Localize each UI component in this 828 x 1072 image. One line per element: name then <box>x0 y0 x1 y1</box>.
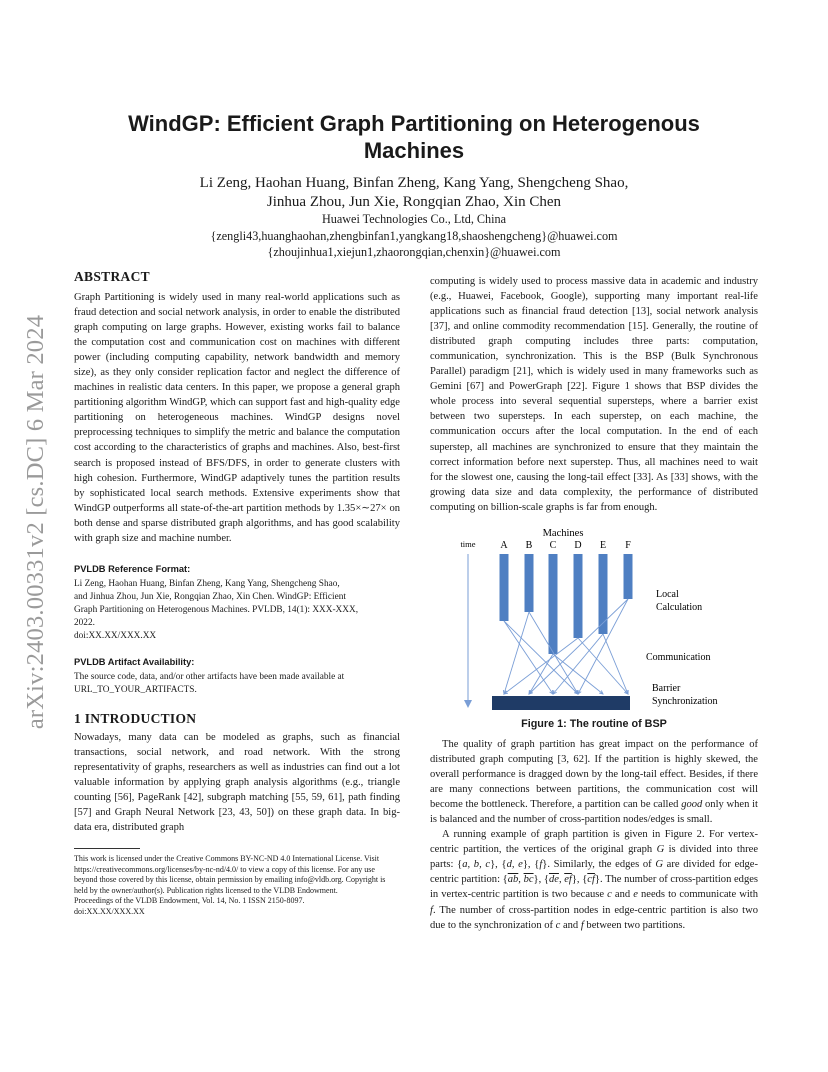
paper-title: WindGP: Efficient Graph Partitioning on Heterogenous Machines <box>128 111 700 163</box>
pvldb-format-line: Li Zeng, Haohan Huang, Binfan Zheng, Kang Yang, Shengcheng Shao, <box>74 578 340 589</box>
machine-bar-c <box>549 554 558 654</box>
machine-label-e: E <box>599 540 607 551</box>
local-calculation-label-1: Local <box>656 589 679 600</box>
doi-footnote: doi:XX.XX/XXX.XX <box>74 906 145 916</box>
communication-label: Communication <box>646 652 711 663</box>
bsp-diagram <box>430 524 758 736</box>
abstract-text: Graph Partitioning is widely used in many real-world applications such as fraud detection and social network analysis, in order to enable the distributed graph computing on large graphs. However, existing works fail to balance the computation cost and communication cost on machines with different power (including computing capability, network bandwidth and memory size), as they only consider replication factor and neglect the difference of machines in realistic data centers. In this paper, we propose a general graph partitioning algorithm WindGP, which can support fast and high-quality edge partitioning on heterogeneous machines. WindGP designs novel preprocessing techniques to simplify the metric and balance the computation cost according to the characteristics of graphs and machines. Also, best-first search is proposed instead of BFS/DFS, in order to generate clusters with high cohesion. Furthermore, WindGP adaptively tunes the partition results by sophisticated local search methods. Extensive experiments show that WindGP outperforms all state-of-the-art partition methods by 1.35×∼27× on both dense and sparse distributed graph algorithms, and has good scalability with graph size and machine number. <box>74 292 400 544</box>
math-var: G <box>656 844 665 856</box>
communication-arrow <box>603 634 628 694</box>
machine-bar-e <box>599 554 608 634</box>
math-var: e <box>633 889 638 901</box>
machine-label-f: F <box>625 540 631 551</box>
text-run: }, { <box>533 874 549 886</box>
running-example-paragraph <box>430 827 758 932</box>
introduction-text: Nowadays, many data can be modeled as graphs, such as financial transactions, social network, and road network. With the strong representativity of graphs, researchers as well as industries can find out a lot valuable information by applying graph analysis algorithms (e.g., triangle counting [56], PageRank [42], subgraph matching [55, 59, 61], path finding [57] and Graph Neural Network [23, 43, 50]) on these graph data. In big-data era, distributed graph <box>74 731 400 834</box>
communication-arrow <box>504 621 553 694</box>
author-line: Jinhua Zhou, Jun Xie, Rongqian Zhao, Xin Chen <box>266 194 562 210</box>
text-run: . The number of cross-partition nodes in edge-centric partition is also two due to the synchronization of <box>430 904 758 931</box>
pvldb-format-heading: PVLDB Reference Format: <box>74 563 191 574</box>
footnote-rule <box>74 848 140 849</box>
machine-label-b: B <box>525 540 533 551</box>
text-run: are divided for edge-centric partition: { <box>430 859 759 886</box>
edge-var: $\overline{de}$ <box>548 874 559 886</box>
email-line: {zhoujinhua1,xiejun1,zhaorongqian,chenxin}@huawei.com <box>267 245 561 259</box>
math-var: c <box>607 889 612 901</box>
email-line: {zengli43,huanghaohan,zhengbinfan1,yangkang18,shaoshengcheng}@huawei.com <box>210 228 618 243</box>
license-footnote: This work is licensed under the Creative Commons BY-NC-ND 4.0 International License. Visit https://creativecommons.org/licenses/by-nc-nd/4.0/ to view a copy of this license. For any use beyond those covered by this license, obtain permission by emailing info@vldb.org. Copyright is held by the owner/author(s). Publication rights licensed to the VLDB Endowment. <box>74 854 386 895</box>
math-var: d, e <box>506 859 523 871</box>
text-run: and <box>560 919 581 931</box>
barrier-label-2: Synchronization <box>652 696 718 707</box>
pvldb-format-line: and Jinhua Zhou, Jun Xie, Rongqian Zhao, Xin Chen. WindGP: Efficient <box>74 591 346 602</box>
time-label: time <box>460 539 476 549</box>
machine-label-a: A <box>500 540 508 551</box>
figure-bsp <box>430 524 758 736</box>
text-run: }. The number of cross-partition edges in vertex-centric partition is two because <box>430 874 759 901</box>
introduction-heading: 1 INTRODUCTION <box>74 710 197 726</box>
machine-bar-b <box>525 554 534 612</box>
affiliation: Huawei Technologies Co., Ltd, China <box>321 212 507 226</box>
partition-quality-paragraph <box>430 737 758 827</box>
math-var: a, b, c <box>462 859 491 871</box>
edge-var: $\overline{ef}$ <box>564 874 572 886</box>
text-run: }, { <box>490 859 507 871</box>
pvldb-artifact-block <box>74 671 400 697</box>
proceedings-footnote: Proceedings of the VLDB Endowment, Vol. 14, No. 1 ISSN 2150-8097. <box>74 896 305 906</box>
machine-bar-d <box>574 554 583 638</box>
text-run: The quality of graph partition has great impact on the performance of distributed graph computing [3, 62]. If the partition is highly skewed, the overall performance is dragged down by the long-tail effect. Besides, if there are many connections between partitions, the communication cost will become the bottleneck. Therefore, a partition can be called <box>430 739 758 811</box>
math-var: G <box>655 859 663 871</box>
text-run: , <box>558 874 565 886</box>
right-column-top <box>430 274 758 515</box>
machine-bar-f <box>624 554 633 599</box>
machine-label-d: D <box>574 540 582 551</box>
text-run: }, { <box>571 874 588 886</box>
author-line: Li Zeng, Haohan Huang, Binfan Zheng, Kang Yang, Shengcheng Shao, <box>199 175 629 191</box>
pvldb-artifact-line: URL_TO_YOUR_ARTIFACTS. <box>74 684 197 695</box>
edge-var: $\overline{bc}$ <box>523 874 534 886</box>
local-calculation-label-2: Calculation <box>656 602 703 613</box>
right-column-bottom <box>430 737 758 933</box>
pvldb-artifact-line: The source code, data, and/or other artifacts have been made available at <box>74 671 345 682</box>
pvldb-format-line: 2022. <box>74 617 95 628</box>
math-var: c <box>555 919 561 931</box>
left-column <box>74 268 400 917</box>
text-run: , <box>518 874 524 886</box>
text-run: needs to communicate with <box>637 889 758 901</box>
text-run: between two partitions. <box>583 919 686 931</box>
machines-label: Machines <box>542 528 584 539</box>
machine-label-c: C <box>549 540 557 551</box>
text-run: only when it is balanced and the number of cross-partition nodes/edges is small. <box>430 799 758 826</box>
barrier-sync-bar <box>492 696 630 710</box>
machine-bar-a <box>500 554 509 621</box>
pvldb-format-line: doi:XX.XX/XXX.XX <box>74 630 157 641</box>
pvldb-artifact-heading: PVLDB Artifact Availability: <box>74 656 195 667</box>
text-run: and <box>611 889 634 901</box>
arxiv-identifier <box>14 286 58 758</box>
arxiv-identifier-text: arXiv:2403.00331v2 [cs.DC] 6 Mar 2024 <box>22 314 49 730</box>
time-axis-arrowhead <box>464 700 472 708</box>
communication-arrow <box>504 638 578 694</box>
math-var: f <box>539 859 543 871</box>
edge-var: $\overline{cf}$ <box>587 874 595 886</box>
author-list <box>100 174 728 212</box>
text-run: }, { <box>522 859 540 871</box>
figure-caption: Figure 1: The routine of BSP <box>521 718 667 730</box>
abstract-heading: ABSTRACT <box>74 269 150 284</box>
pvldb-format-line: Graph Partitioning on Heterogenous Machines. PVLDB, 14(1): XXX-XXX, <box>74 604 359 615</box>
text-run: is divided into three parts: { <box>430 844 759 871</box>
edge-var: $\overline{ab}$ <box>507 874 519 886</box>
pvldb-format-block <box>74 578 400 643</box>
affiliation-block <box>100 211 728 261</box>
math-var: f <box>580 919 584 931</box>
emph-good: good <box>681 799 703 811</box>
text-run: A running example of graph partition is given in Figure 2. For vertex-centric partition, the vertices of the original graph <box>430 829 758 856</box>
text-run: }. Similarly, the edges of <box>542 859 656 871</box>
math-var: f <box>430 904 433 916</box>
intro-continued-text: computing is widely used to process massive data in academic and industry (e.g., Huawei, Facebook, Google), supporting many important real-life applications such as financial fraud detection [13], social network analysis [37], and online commodity recommendation [15]. Generally, the routine of distributed graph computing includes three parts: computation, communication, synchronization. This is the BSP (Bulk Synchronous Parallel) paradigm [21], which is widely used in many frameworks such as Gemini [67] and PowerGraph [22]. Figure 1 shows that BSP divides the whole process into several sequential supersteps, where a barrier exist between two supersteps. In each superstep, on each machine, the communication occurs after the local computation. In the end of each superstep, all machines are synchronized to ensure that they maintain the correct information before next superstep. Thus, all machines need to wait for the slowest one, causing the long-tail effect [33]. As [33] shows, with the growing data size and data complexity, the performance of distributed computing on billion-scale graphs is far from enough. <box>430 276 758 513</box>
barrier-label-1: Barrier <box>652 683 681 694</box>
